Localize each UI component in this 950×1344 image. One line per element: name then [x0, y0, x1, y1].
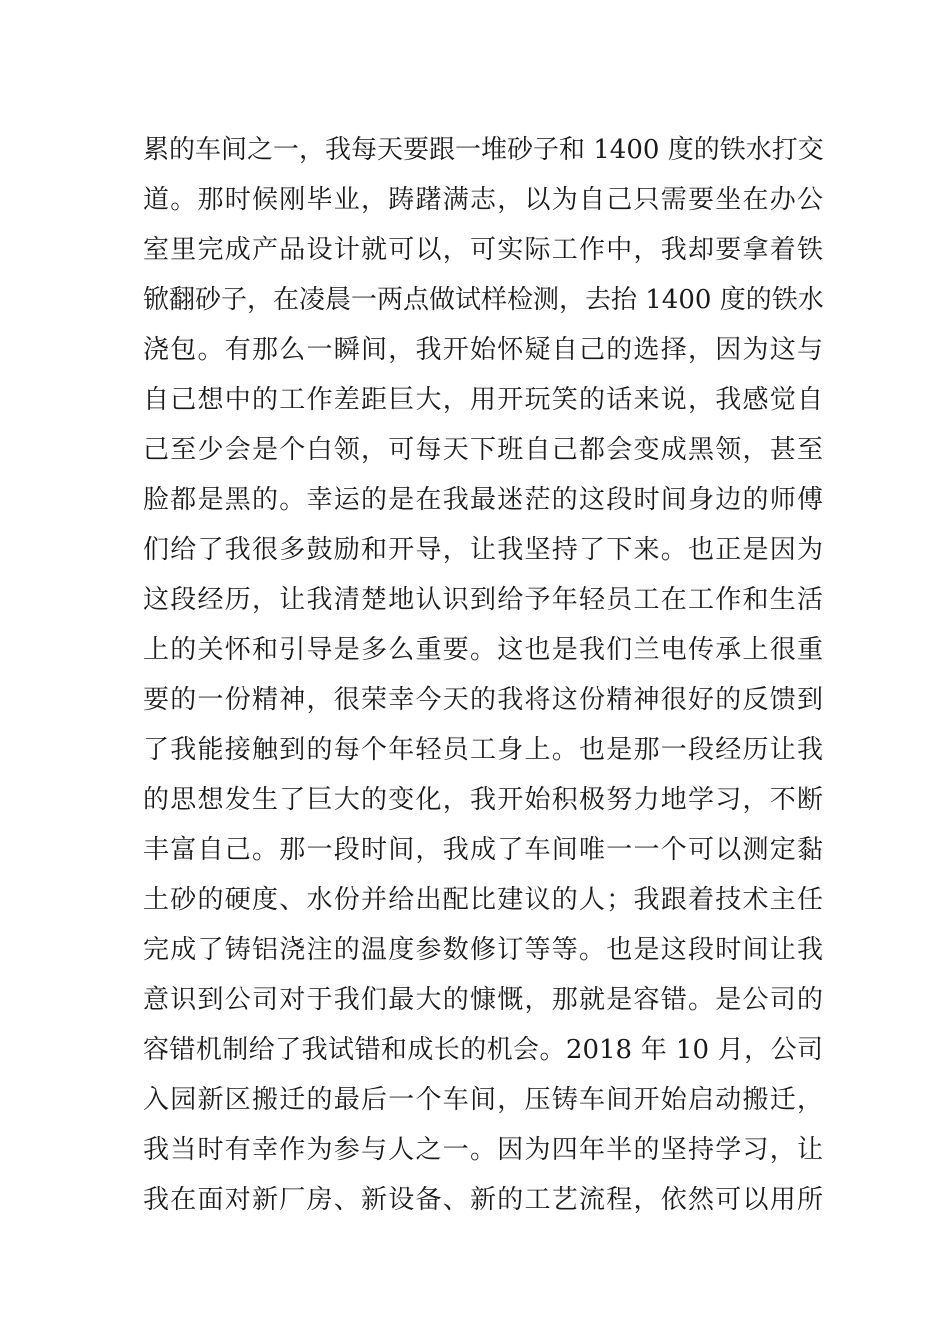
text-line: 土砂的硬度、水份并给出配比建议的人；我跟着技术主任 — [143, 885, 823, 915]
text-line: 室里完成产品设计就可以，可实际工作中，我却要拿着铁 — [143, 235, 823, 265]
text-line: 丰富自己。那一段时间，我成了车间唯一一个可以测定黏 — [143, 835, 823, 865]
text-line: 道。那时候刚毕业，踌躇满志，以为自己只需要坐在办公 — [143, 185, 823, 215]
text-line: 入园新区搬迁的最后一个车间，压铸车间开始启动搬迁， — [143, 1085, 823, 1115]
body-text — [143, 125, 823, 1225]
text-line: 己至少会是个白领，可每天下班自己都会变成黑领，甚至 — [143, 435, 823, 465]
text-line: 自己想中的工作差距巨大，用开玩笑的话来说，我感觉自 — [143, 385, 823, 415]
text-line: 了我能接触到的每个年轻员工身上。也是那一段经历让我 — [143, 735, 823, 765]
text-line: 们给了我很多鼓励和开导，让我坚持了下来。也正是因为 — [143, 535, 823, 565]
text-line: 的思想发生了巨大的变化，我开始积极努力地学习，不断 — [143, 785, 823, 815]
text-line: 我当时有幸作为参与人之一。因为四年半的坚持学习，让 — [143, 1135, 823, 1165]
text-line: 容错机制给了我试错和成长的机会。2018 年 10 月，公司 — [143, 1035, 823, 1065]
text-line: 累的车间之一，我每天要跟一堆砂子和 1400 度的铁水打交 — [143, 135, 824, 165]
text-line: 浇包。有那么一瞬间，我开始怀疑自己的选择，因为这与 — [143, 335, 823, 365]
text-line: 要的一份精神，很荣幸今天的我将这份精神很好的反馈到 — [143, 685, 823, 715]
text-line: 完成了铸铝浇注的温度参数修订等等。也是这段时间让我 — [143, 935, 823, 965]
text-line: 锨翻砂子，在凌晨一两点做试样检测，去抬 1400 度的铁水 — [143, 285, 824, 315]
text-line: 我在面对新厂房、新设备、新的工艺流程，依然可以用所 — [143, 1185, 823, 1215]
text-line: 意识到公司对于我们最大的慷慨，那就是容错。是公司的 — [143, 985, 823, 1015]
text-line: 上的关怀和引导是多么重要。这也是我们兰电传承上很重 — [143, 635, 823, 665]
text-line: 这段经历，让我清楚地认识到给予年轻员工在工作和生活 — [143, 585, 823, 615]
text-line: 脸都是黑的。幸运的是在我最迷茫的这段时间身边的师傅 — [143, 485, 823, 515]
